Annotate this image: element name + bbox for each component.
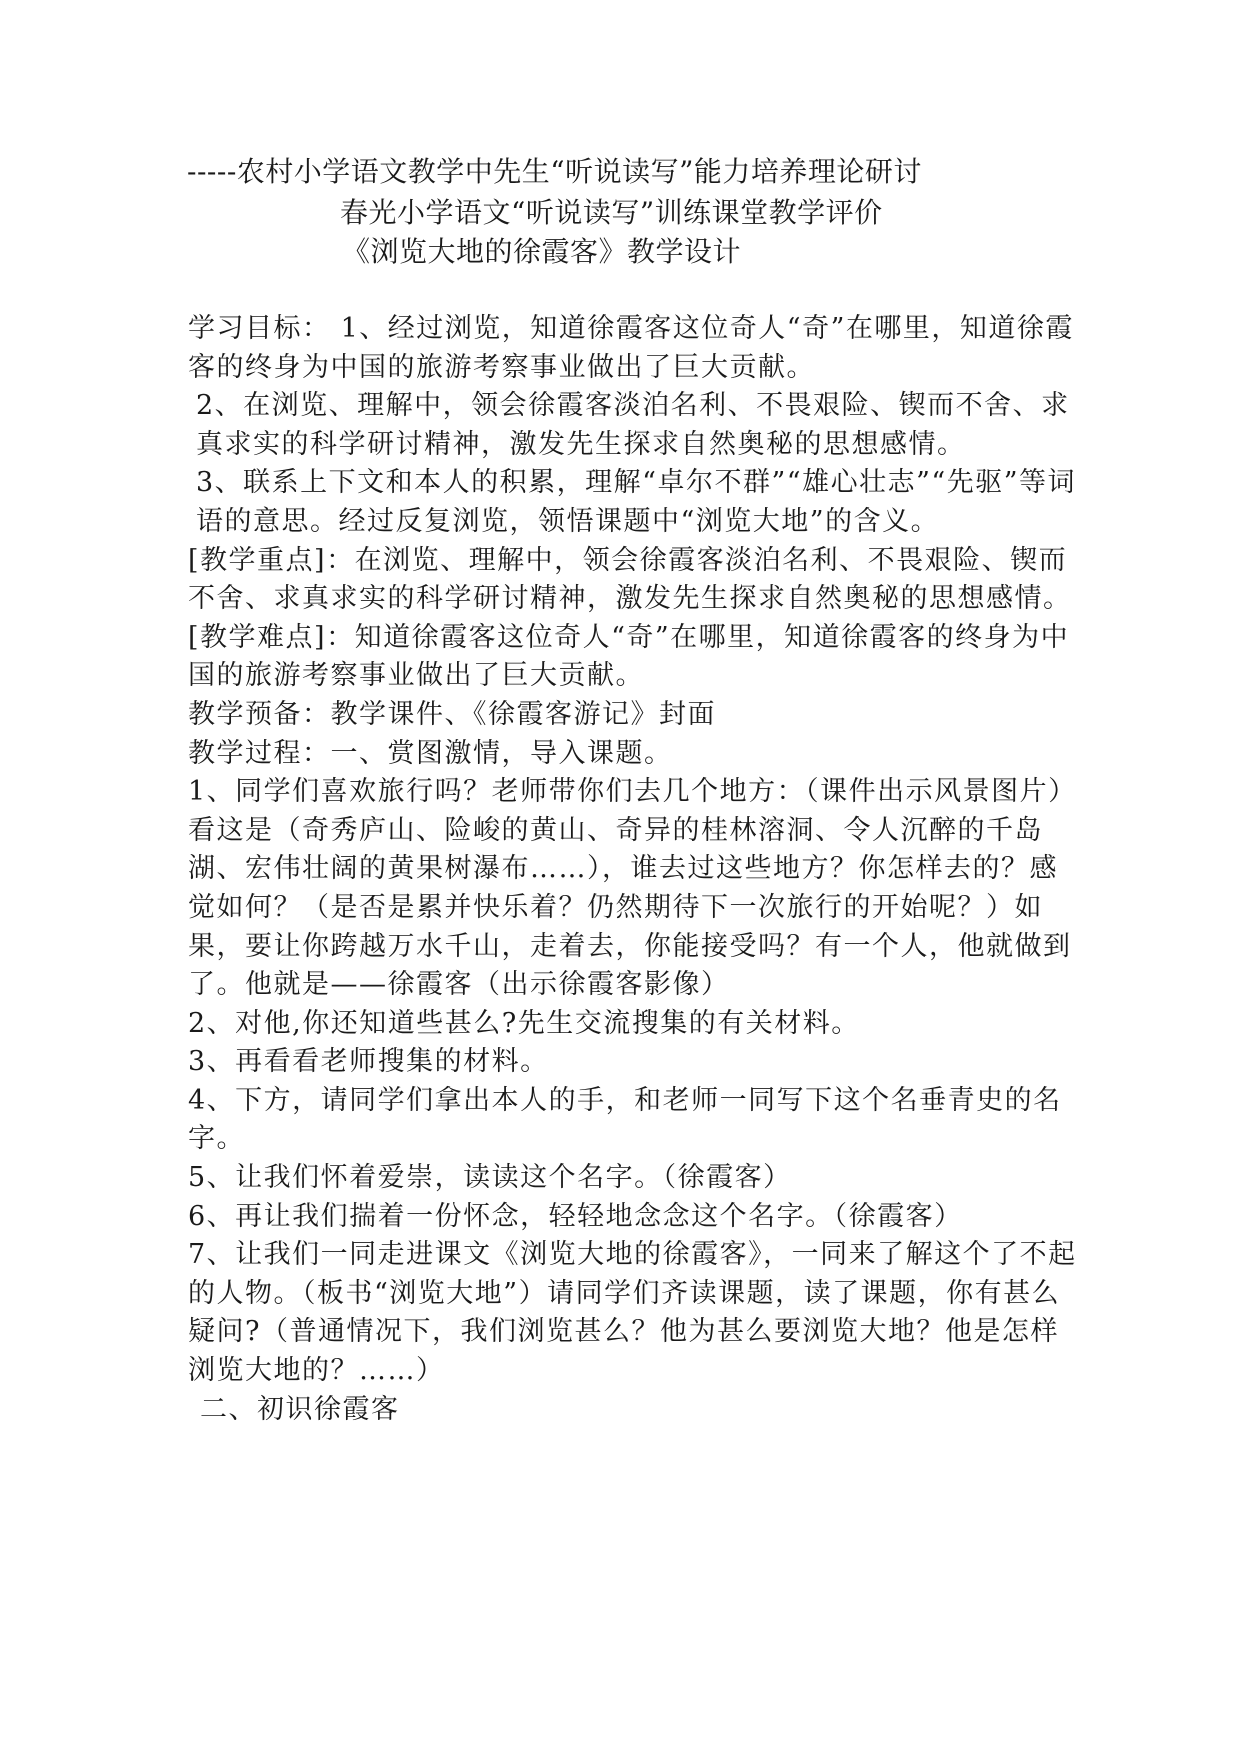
- learning-objective-2: 2、在浏览、理解中，领会徐霞客淡泊名利、不畏艰险、锲而不舍、求真求实的科学研讨精神，激发先生探求自然奥秘的思想感情。: [196, 390, 1070, 460]
- learning-objective-1: 学习目标： 1、经过浏览，知道徐霞客这位奇人“奇”在哪里，知道徐霞客的终身为中国的旅游考察事业做出了巨大贡献。: [188, 313, 1074, 383]
- learning-objective-3: 3、联系上下文和本人的积累，理解“卓尔不群”“雄心壮志”“先驱”等词语的意思。经过反复浏览，领悟课题中“浏览大地”的含义。: [196, 467, 1076, 537]
- teaching-preparation: 教学预备：教学课件、《徐霞客游记》封面: [188, 698, 716, 730]
- process-step-3: 3、再看看老师搜集的材料。: [188, 1046, 549, 1078]
- document-body: [188, 310, 1078, 1429]
- process-step-7: 7、让我们一同走进课文《浏览大地的徐霞客》，一同来了解这个了不起的人物。（板书“浏览大地”）请同学们齐读课题，读了课题，你有甚么疑问?（普通情况下，我们浏览甚么？他为甚么要浏览大地？他是怎样浏览大地的？……）: [188, 1239, 1077, 1387]
- lesson-title: 《浏览大地的徐霞客》教学设计: [342, 235, 742, 268]
- teaching-difficulty: [教学难点]：知道徐霞客这位奇人“奇”在哪里，知道徐霞客的终身为中国的旅游考察事业做出了巨大贡献。: [188, 621, 1070, 692]
- process-step-2: 2、对他,你还知道些甚么?先生交流搜集的有关材料。: [188, 1007, 860, 1039]
- document-subtitle: 春光小学语文“听说读写”训练课堂教学评价: [340, 196, 883, 229]
- teaching-process-heading: 教学过程：一、赏图激情，导入课题。: [188, 737, 673, 769]
- process-step-5: 5、让我们怀着爱崇，读读这个名字。（徐霞客）: [188, 1162, 792, 1194]
- process-step-6: 6、再让我们揣着一份怀念，轻轻地念念这个名字。（徐霞客）: [188, 1200, 963, 1232]
- document-series-title: -----农村小学语文教学中先生“听说读写”能力培养理论研讨: [187, 155, 922, 188]
- section-heading-2: 二、初识徐霞客: [200, 1393, 400, 1425]
- process-step-4: 4、下方，请同学们拿出本人的手，和老师一同写下这个名垂青史的名字。: [188, 1084, 1062, 1155]
- process-step-1: 1、同学们喜欢旅行吗？老师带你们去几个地方：（课件出示风景图片）看这是（奇秀庐山、险峻的黄山、奇异的桂林溶洞、令人沉醉的千岛湖、宏伟壮阔的黄果树瀑布……），谁去过这些地方？你怎样去的？感觉如何？（是否是累并快乐着？仍然期待下一次旅行的开始呢？）如果，要让你跨越万水千山，走着去，你能接受吗？有一个人，他就做到了。他就是——徐霞客（出示徐霞客影像）: [188, 776, 1077, 1001]
- teaching-key-point: [教学重点]：在浏览、理解中，领会徐霞客淡泊名利、不畏艰险、锲而不舍、求真求实的科学研讨精神，激发先生探求自然奥秘的思想感情。: [188, 544, 1072, 615]
